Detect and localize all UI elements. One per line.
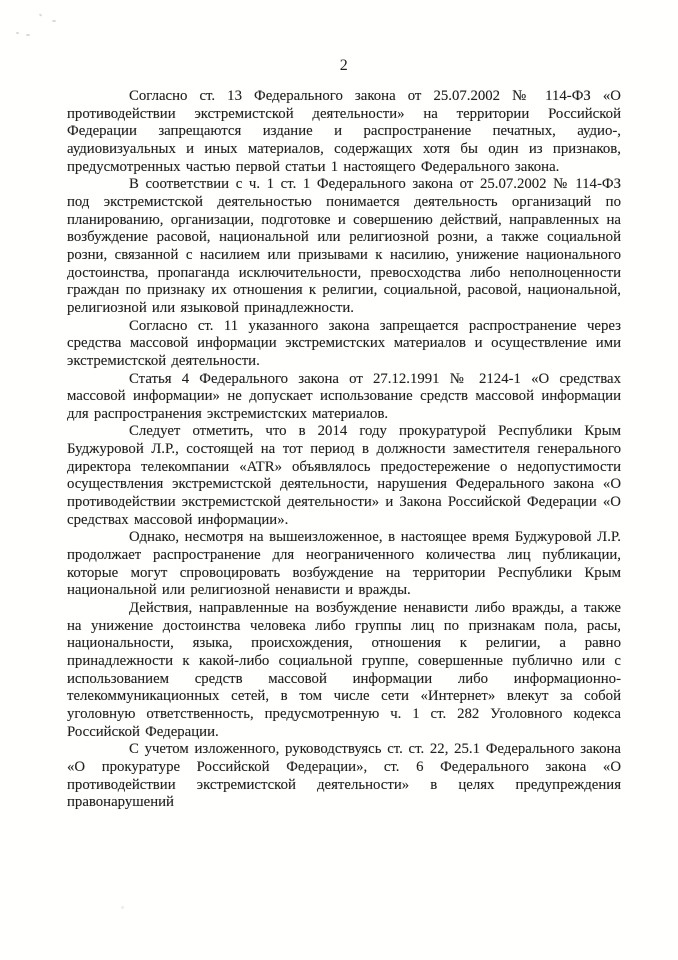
document-body — [67, 88, 621, 812]
paragraph-extremism-definition: В соответствии с ч. 1 ст. 1 Федерального закона от 25.07.2002 № 114-ФЗ под экстремистской деятельностью понимается деятельность организаций по планированию, организации, подготовке и совершению действий, направленных на возбуждение расовой, национальной или религиозной розни, а также социальной розни, связанной с насилием или призывами к насилию, унижение национального достоинства, пропаганда исключительности, превосходства либо неполноценности граждан по признаку их отношения к религии, социальной, расовой, национальной, религиозной или языковой принадлежности. — [67, 176, 621, 316]
paragraph-conclusion: С учетом изложенного, руководствуясь ст. ст. 22, 25.1 Федерального закона «О прокуратуре Российской Федерации», ст. 6 Федерального закона «О противодействии экстремистской деятельности» в целях предупреждения правонарушений — [67, 741, 621, 811]
paragraph-law-114fz-art13: Согласно ст. 13 Федерального закона от 25.07.2002 № 114-ФЗ «О противодействии экстремистской деятельности» на территории Российской Федерации запрещаются издание и распространение печатных, аудио-, аудиовизуальных и иных материалов, содержащих хотя бы один из признаков, предусмотренных частью первой статьи 1 настоящего Федерального закона. — [67, 88, 621, 175]
paragraph-criminal-liability: Действия, направленные на возбуждение ненависти либо вражды, а также на унижение достоинства человека либо группы лиц по признакам пола, расы, национальности, языка, происхождения, отношения к религии, а равно принадлежности к какой-либо социальной группе, совершенные публично или с использованием средств массовой информации либо информационно-телекоммуникационных сетей, в том числе сети «Интернет» влекут за собой уголовную ответственность, предусмотренную ч. 1 ст. 282 Уголовного кодекса Российской Федерации. — [67, 600, 621, 740]
paragraph-2014-warning: Следует отметить, что в 2014 году прокуратурой Республики Крым Буджуровой Л.Р., состоящей на тот период в должности заместителя генерального директора телекомпании «ATR» объявлялось предостережение о недопустимости осуществления экстремистской деятельности, нарушения Федерального закона «О противодействии экстремистской деятельности» и Закона Российской Федерации «О средствах массовой информации». — [67, 423, 621, 528]
page-number: 2 — [339, 57, 349, 74]
scan-speck — [39, 13, 43, 16]
scan-speck — [52, 20, 56, 22]
paragraph-continued-publications: Однако, несмотря на вышеизложенное, в настоящее время Буджуровой Л.Р. продолжает распространение для неограниченного количества лиц публикации, которые могут спровоцировать возбуждение на территории Республики Крым национальной или религиозной ненависти и вражды. — [67, 529, 621, 599]
paragraph-art11-prohibition: Согласно ст. 11 указанного закона запрещается распространение через средства массовой информации экстремистских материалов и осуществление ими экстремистской деятельности. — [67, 317, 621, 369]
scan-speck — [16, 32, 19, 34]
scan-speck — [26, 34, 30, 36]
scan-speck — [121, 906, 124, 909]
paragraph-media-law-art4: Статья 4 Федерального закона от 27.12.1991 № 2124-1 «О средствах массовой информации» не допускает использование средств массовой информации для распространения экстремистских материалов. — [67, 370, 621, 422]
page-content — [67, 57, 621, 812]
